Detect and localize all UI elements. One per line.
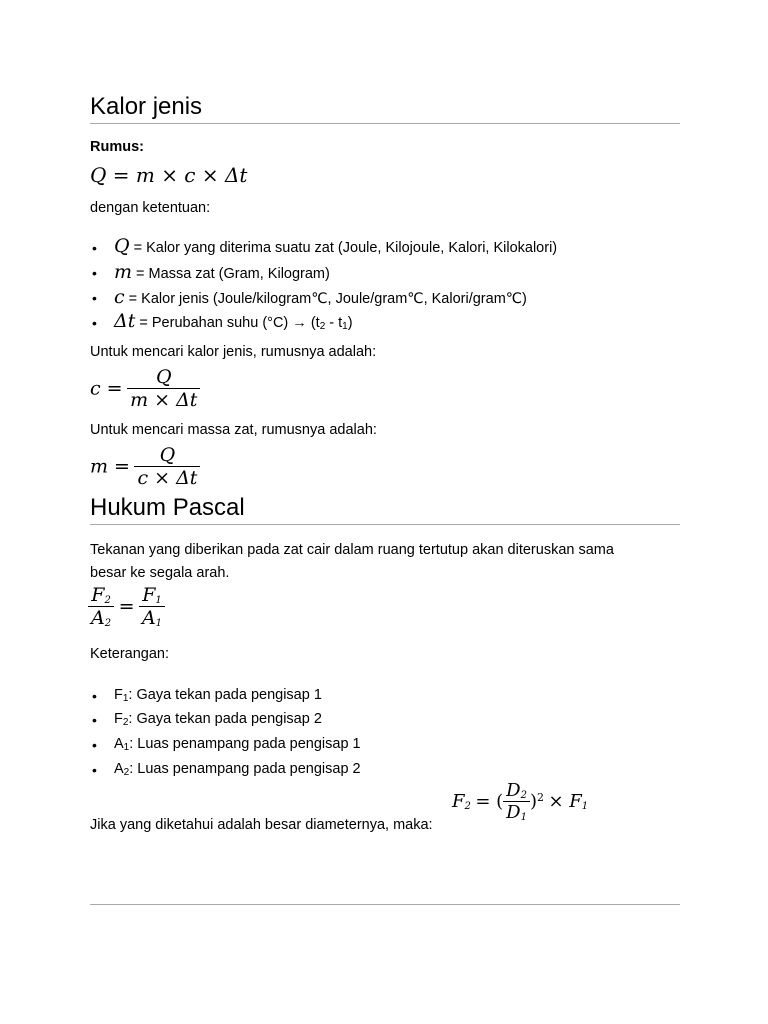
section-title-kalor-jenis: Kalor jenis (90, 93, 203, 120)
rumus-label: Rumus: (90, 139, 144, 155)
fraction-left (88, 584, 114, 629)
item-text: : Gaya tekan pada pengisap 1 (128, 687, 322, 703)
numerator (503, 780, 530, 801)
denominator: m × Δt (130, 389, 198, 411)
symbol: D (506, 780, 521, 801)
symbol-delta-t: Δt (114, 310, 136, 332)
close-paren (530, 791, 544, 812)
symbol: F (91, 584, 105, 606)
item-text: ) (347, 315, 353, 331)
item-text: : Gaya tekan pada pengisap 2 (128, 711, 322, 727)
numerator (139, 584, 165, 606)
subscript: 2 (104, 618, 112, 629)
item-text: = Kalor yang diterima suatu zat (Joule, Kilojoule, Kalori, Kilokalori) (129, 240, 558, 256)
subscript: 2 (122, 717, 129, 728)
formula-lhs: c = (90, 377, 123, 400)
denominator (139, 607, 165, 629)
subscript: 2 (520, 790, 527, 801)
formula-lhs (452, 791, 471, 812)
list-item (114, 685, 322, 709)
item-text: : Luas penampang pada pengisap 2 (129, 761, 361, 777)
formula-pascal (88, 584, 165, 629)
symbol: F (114, 711, 123, 727)
denominator (88, 607, 114, 629)
times-f1 (548, 791, 588, 812)
numerator (88, 584, 114, 606)
bullet: • (92, 762, 97, 778)
list-item (114, 287, 527, 309)
symbol: A (141, 607, 156, 629)
bullet: • (92, 712, 97, 728)
bullet: • (92, 315, 97, 331)
symbol: F (142, 584, 156, 606)
section-title-hukum-pascal: Hukum Pascal (90, 494, 245, 521)
section-divider (90, 524, 680, 525)
list-item (114, 734, 361, 758)
symbol: A (114, 761, 124, 777)
section-divider (90, 123, 680, 124)
fraction (503, 780, 530, 823)
subscript: 2 (104, 595, 111, 606)
symbol: A (114, 736, 124, 752)
item-text: = Perubahan suhu (°C) → (t (135, 315, 320, 331)
denominator (503, 802, 530, 823)
list-item (114, 262, 330, 284)
fraction-right (139, 584, 165, 629)
bullet: • (92, 688, 97, 704)
list-item (114, 236, 557, 258)
subscript: 1 (520, 812, 527, 823)
keterangan-label: Keterangan: (90, 646, 170, 662)
formula-kalor-jenis (90, 366, 200, 411)
numerator: Q (155, 366, 172, 388)
subscript: 2 (319, 321, 326, 332)
symbol-m: m (114, 261, 133, 283)
mencari-massa-text: Untuk mencari massa zat, rumusnya adalah: (90, 422, 377, 438)
symbol: F (452, 791, 465, 812)
formula-lhs: m = (90, 455, 130, 478)
fraction (127, 366, 200, 411)
subscript: 1 (342, 321, 348, 332)
desc-line: besar ke segala arah. (90, 565, 230, 581)
mencari-kalor-text: Untuk mencari kalor jenis, rumusnya adalah: (90, 344, 377, 360)
subscript: 1 (122, 693, 129, 704)
subscript: 1 (123, 742, 130, 753)
symbol: D (506, 802, 521, 823)
subscript: 1 (155, 618, 163, 629)
equals: = (118, 595, 135, 618)
formula-diameter (452, 780, 588, 823)
item-text: = Massa zat (Gram, Kilogram) (132, 266, 330, 282)
denominator: c × Δt (137, 467, 198, 489)
list-item (114, 759, 361, 783)
item-text: - t (325, 315, 343, 331)
subscript: 2 (464, 801, 471, 812)
desc-line: Tekanan yang diberikan pada zat cair dalam ruang tertutup akan diteruskan sama (90, 542, 614, 558)
jika-text: Jika yang diketahui adalah besar diameternya, maka: (90, 817, 433, 833)
symbol: F (114, 687, 123, 703)
list-item (114, 311, 353, 337)
formula-massa (90, 444, 200, 489)
exponent: 2 (537, 791, 544, 804)
bullet: • (92, 265, 97, 281)
bullet: • (92, 290, 97, 306)
bullet: • (92, 737, 97, 753)
subscript: 1 (581, 801, 589, 812)
symbol-c: c (114, 286, 125, 308)
symbol: A (91, 607, 105, 629)
footer-divider (90, 904, 680, 905)
formula-kalor: Q = m × c × Δt (90, 163, 248, 187)
subscript: 2 (123, 767, 130, 778)
dengan-ketentuan: dengan ketentuan: (90, 200, 211, 216)
list-item (114, 709, 322, 733)
subscript: 1 (155, 595, 162, 606)
symbol-q: Q (114, 235, 130, 257)
bullet: • (92, 240, 97, 256)
paren: ) (529, 791, 537, 812)
pascal-description (90, 539, 614, 585)
fraction (134, 444, 200, 489)
numerator: Q (159, 444, 176, 466)
item-text: : Luas penampang pada pengisap 1 (129, 736, 361, 752)
symbol: × F (548, 791, 582, 812)
item-text: = Kalor jenis (Joule/kilogram℃, Joule/gram℃, Kalori/gram℃) (124, 291, 527, 307)
equals-paren: = ( (475, 791, 504, 812)
